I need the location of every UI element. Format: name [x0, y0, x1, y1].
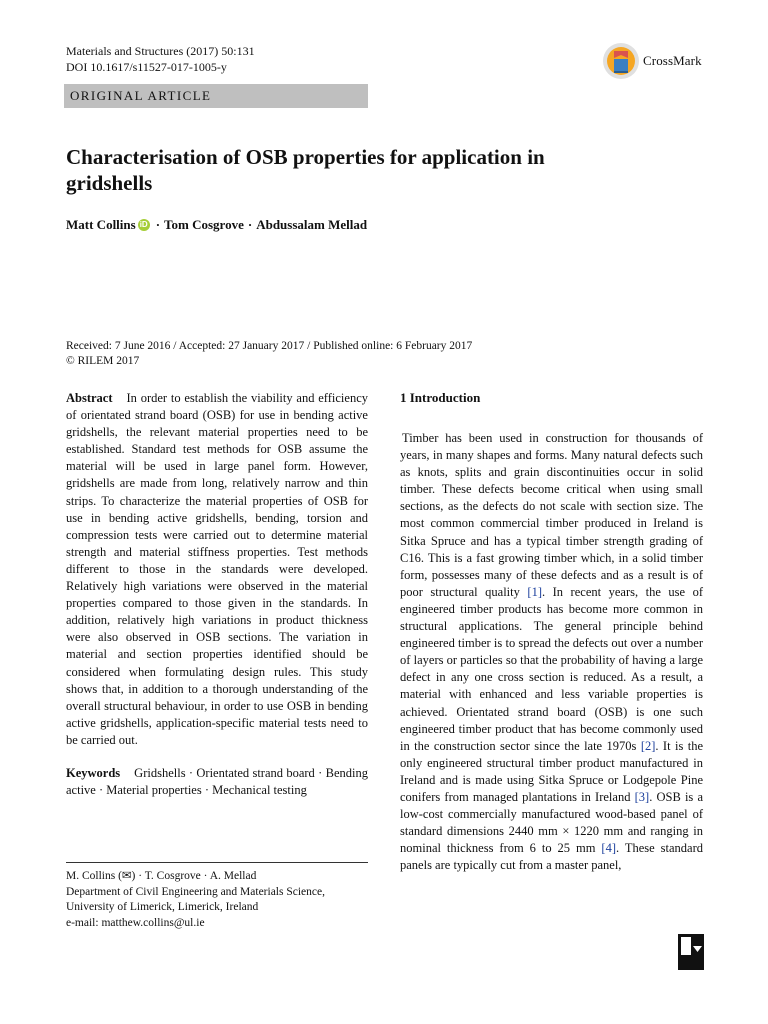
- citation-link[interactable]: [2]: [640, 738, 656, 753]
- article-type-band: [64, 84, 368, 108]
- affiliation: [66, 869, 325, 931]
- journal-info: [66, 43, 255, 75]
- rilem-logo: [678, 934, 704, 975]
- citation-link[interactable]: [1]: [527, 584, 542, 599]
- citation-link[interactable]: [4]: [601, 841, 616, 856]
- intro-text: Timber has been used in construction for thousands of years, in many shapes and forms. Many natural defects such as knots, splits and grain discontinuities occur in solid timber. These defects become critical when using small sections, as the defects do not scale with section size. The most common commercial timber produced in Ireland is Sitka Spruce and has a typical timber strength grading of C16. This is a fast growing timber which, in a solid timber form, possesses many of these defects and as a result is of poor structural quality: [400, 431, 703, 599]
- introduction-paragraph: [400, 430, 703, 874]
- footnote-divider: [66, 862, 368, 863]
- intro-text: . These standard panels are typically cut from a master panel,: [400, 841, 704, 873]
- section-heading-introduction: 1 Introduction: [400, 390, 481, 405]
- intro-text: . In recent years, the use of engineered timber products has become more common in structural applications. The general principle behind engineered timber is to spread the defects out over a number of layers or particles so that the probability of having a large defect in any one cross section is reduced. As a result, a material with enhanced and less variable properties is achieved. Orientated strand board (OSB) is one such engineered timber product that has become commonly used in the construction sector since the late 1970s: [400, 584, 704, 753]
- crossmark-label: CrossMark: [643, 53, 702, 68]
- author-list: [66, 217, 367, 233]
- rilem-logo-icon: [678, 934, 704, 970]
- citation-link[interactable]: [3]: [634, 789, 650, 804]
- abstract: [66, 390, 368, 749]
- publication-dates: [66, 339, 472, 369]
- article-type-label: ORIGINAL ARTICLE: [70, 88, 212, 103]
- intro-text: . It is the only engineered structural timber product manufactured in Ireland and is made using Sitka Spruce or Lodgepole Pine conifers from managed plantations in Ireland: [400, 738, 703, 804]
- doi-link[interactable]: DOI 10.1617/s11527-017-1005-y: [66, 60, 227, 74]
- keywords: [66, 765, 368, 799]
- orcid-icon[interactable]: iD: [139, 220, 148, 229]
- affiliation-university: University of Limerick, Limerick, Ireland: [66, 901, 259, 913]
- author-name[interactable]: Matt Collins: [66, 217, 136, 232]
- affiliation-authors: M. Collins (✉) · T. Cosgrove · A. Mellad: [66, 870, 257, 882]
- article-title: Characterisation of OSB properties for application in gridshells: [66, 145, 545, 195]
- history-dates: Received: 7 June 2016 / Accepted: 27 January 2017 / Published online: 6 February 2017: [66, 340, 473, 352]
- crossmark-badge[interactable]: [602, 42, 702, 80]
- intro-text: . OSB is a low-cost commercially manufactured wood-based panel of standard dimensions 2440 mm × 1220 mm and ranging in nominal thickness from 6 to 25 mm: [400, 789, 704, 856]
- left-column: [66, 390, 368, 799]
- crossmark-icon: [602, 42, 640, 80]
- abstract-label: Abstract: [66, 391, 113, 405]
- keywords-label: Keywords: [66, 765, 121, 780]
- affiliation-department: Department of Civil Engineering and Materials Science,: [66, 885, 325, 898]
- author-separator: ·: [155, 217, 161, 232]
- keywords-text: Gridshells · Orientated strand board · Bending active · Material properties · Mechanical testing: [66, 765, 368, 798]
- copyright: © RILEM 2017: [66, 355, 140, 367]
- journal-citation: Materials and Structures (2017) 50:131: [66, 44, 255, 58]
- author-name[interactable]: Tom Cosgrove: [164, 217, 244, 232]
- abstract-text: In order to establish the viability and efficiency of orientated strand board (OSB) for use in bending active gridshells, the relevant material properties need to be established. Standard test methods for OSB assume the material will be used in large panel form. However, gridshells are made from long, relatively narrow and thin strips. To characterize the material properties of OSB for use in bending active gridshells, bending, torsion and compression tests were carried out to determine material strength and material stiffness properties. Test methods different to those in the standards were developed. Relatively high variations were observed in the material properties compared to those given in the standards. In addition, relatively high variations in product thickness were also observed in OSB sections. The variation in material and section properties identified should be considered when formulating design rules. This study shows that, in addition to a thorough understanding of the overall structural behaviour, in order to use OSB in bending active gridshells, application-specific material tests need to be carried out.: [66, 391, 368, 747]
- author-separator: ·: [247, 217, 253, 232]
- right-column: [400, 390, 703, 874]
- author-name[interactable]: Abdussalam Mellad: [256, 217, 368, 232]
- affiliation-email[interactable]: e-mail: matthew.collins@ul.ie: [66, 916, 205, 929]
